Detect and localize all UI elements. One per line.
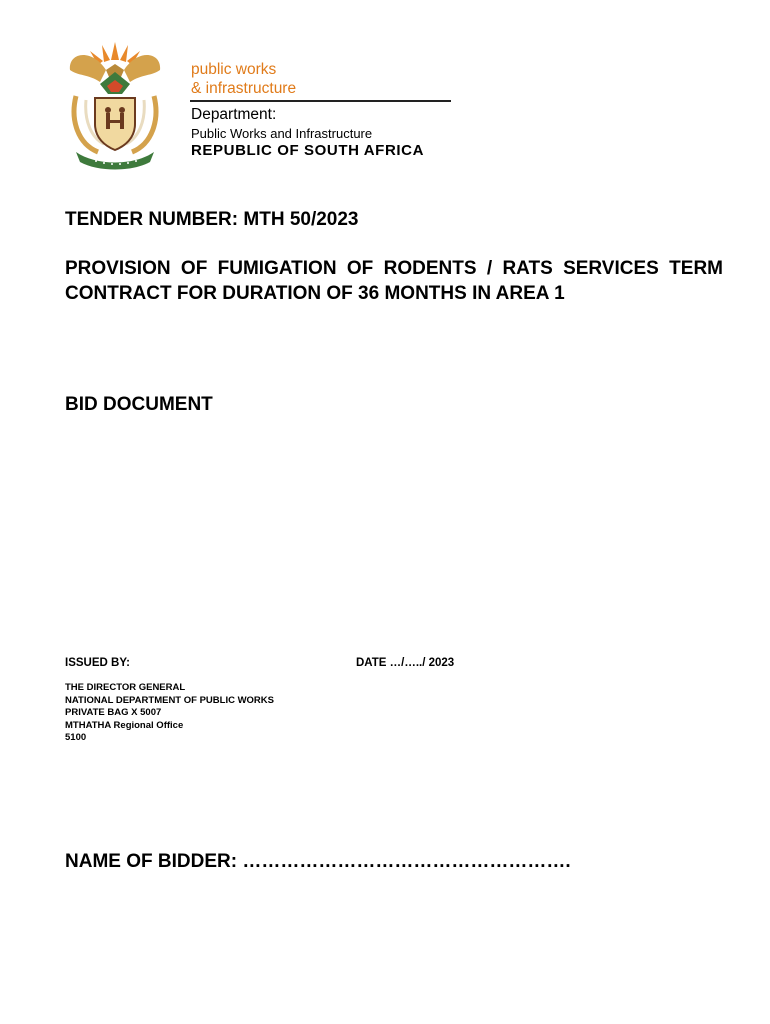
brand-divider — [190, 100, 451, 102]
date-field: DATE …/…../ 2023 — [356, 657, 455, 669]
department-label: Department: — [191, 106, 277, 123]
issuer-address — [65, 682, 274, 745]
tender-number: TENDER NUMBER: MTH 50/2023 — [65, 209, 359, 230]
address-line: 5100 — [65, 732, 87, 743]
address-line: MTHATHA Regional Office — [65, 719, 184, 731]
brand-line-2: & infrastructure — [191, 80, 297, 97]
address-line: PRIVATE BAG X 5007 — [65, 707, 162, 718]
document-type-heading: BID DOCUMENT — [65, 394, 213, 415]
issued-by-label: ISSUED BY: — [65, 657, 130, 669]
brand-line-1: public works — [191, 61, 277, 78]
bidder-name-field: NAME OF BIDDER: ……………………………………………. — [65, 851, 571, 872]
coat-of-arms-icon — [62, 40, 168, 170]
address-line: THE DIRECTOR GENERAL — [65, 682, 186, 693]
country-name: REPUBLIC OF SOUTH AFRICA — [191, 142, 425, 159]
department-logo — [62, 40, 462, 170]
address-line: NATIONAL DEPARTMENT OF PUBLIC WORKS — [65, 694, 274, 706]
department-name: Public Works and Infrastructure — [191, 126, 373, 141]
brand-name — [191, 60, 296, 98]
tender-title: PROVISION OF FUMIGATION OF RODENTS / RATS SERVICES TERM CONTRACT FOR DURATION OF 36 MONTHS IN AREA 1 — [65, 258, 723, 304]
